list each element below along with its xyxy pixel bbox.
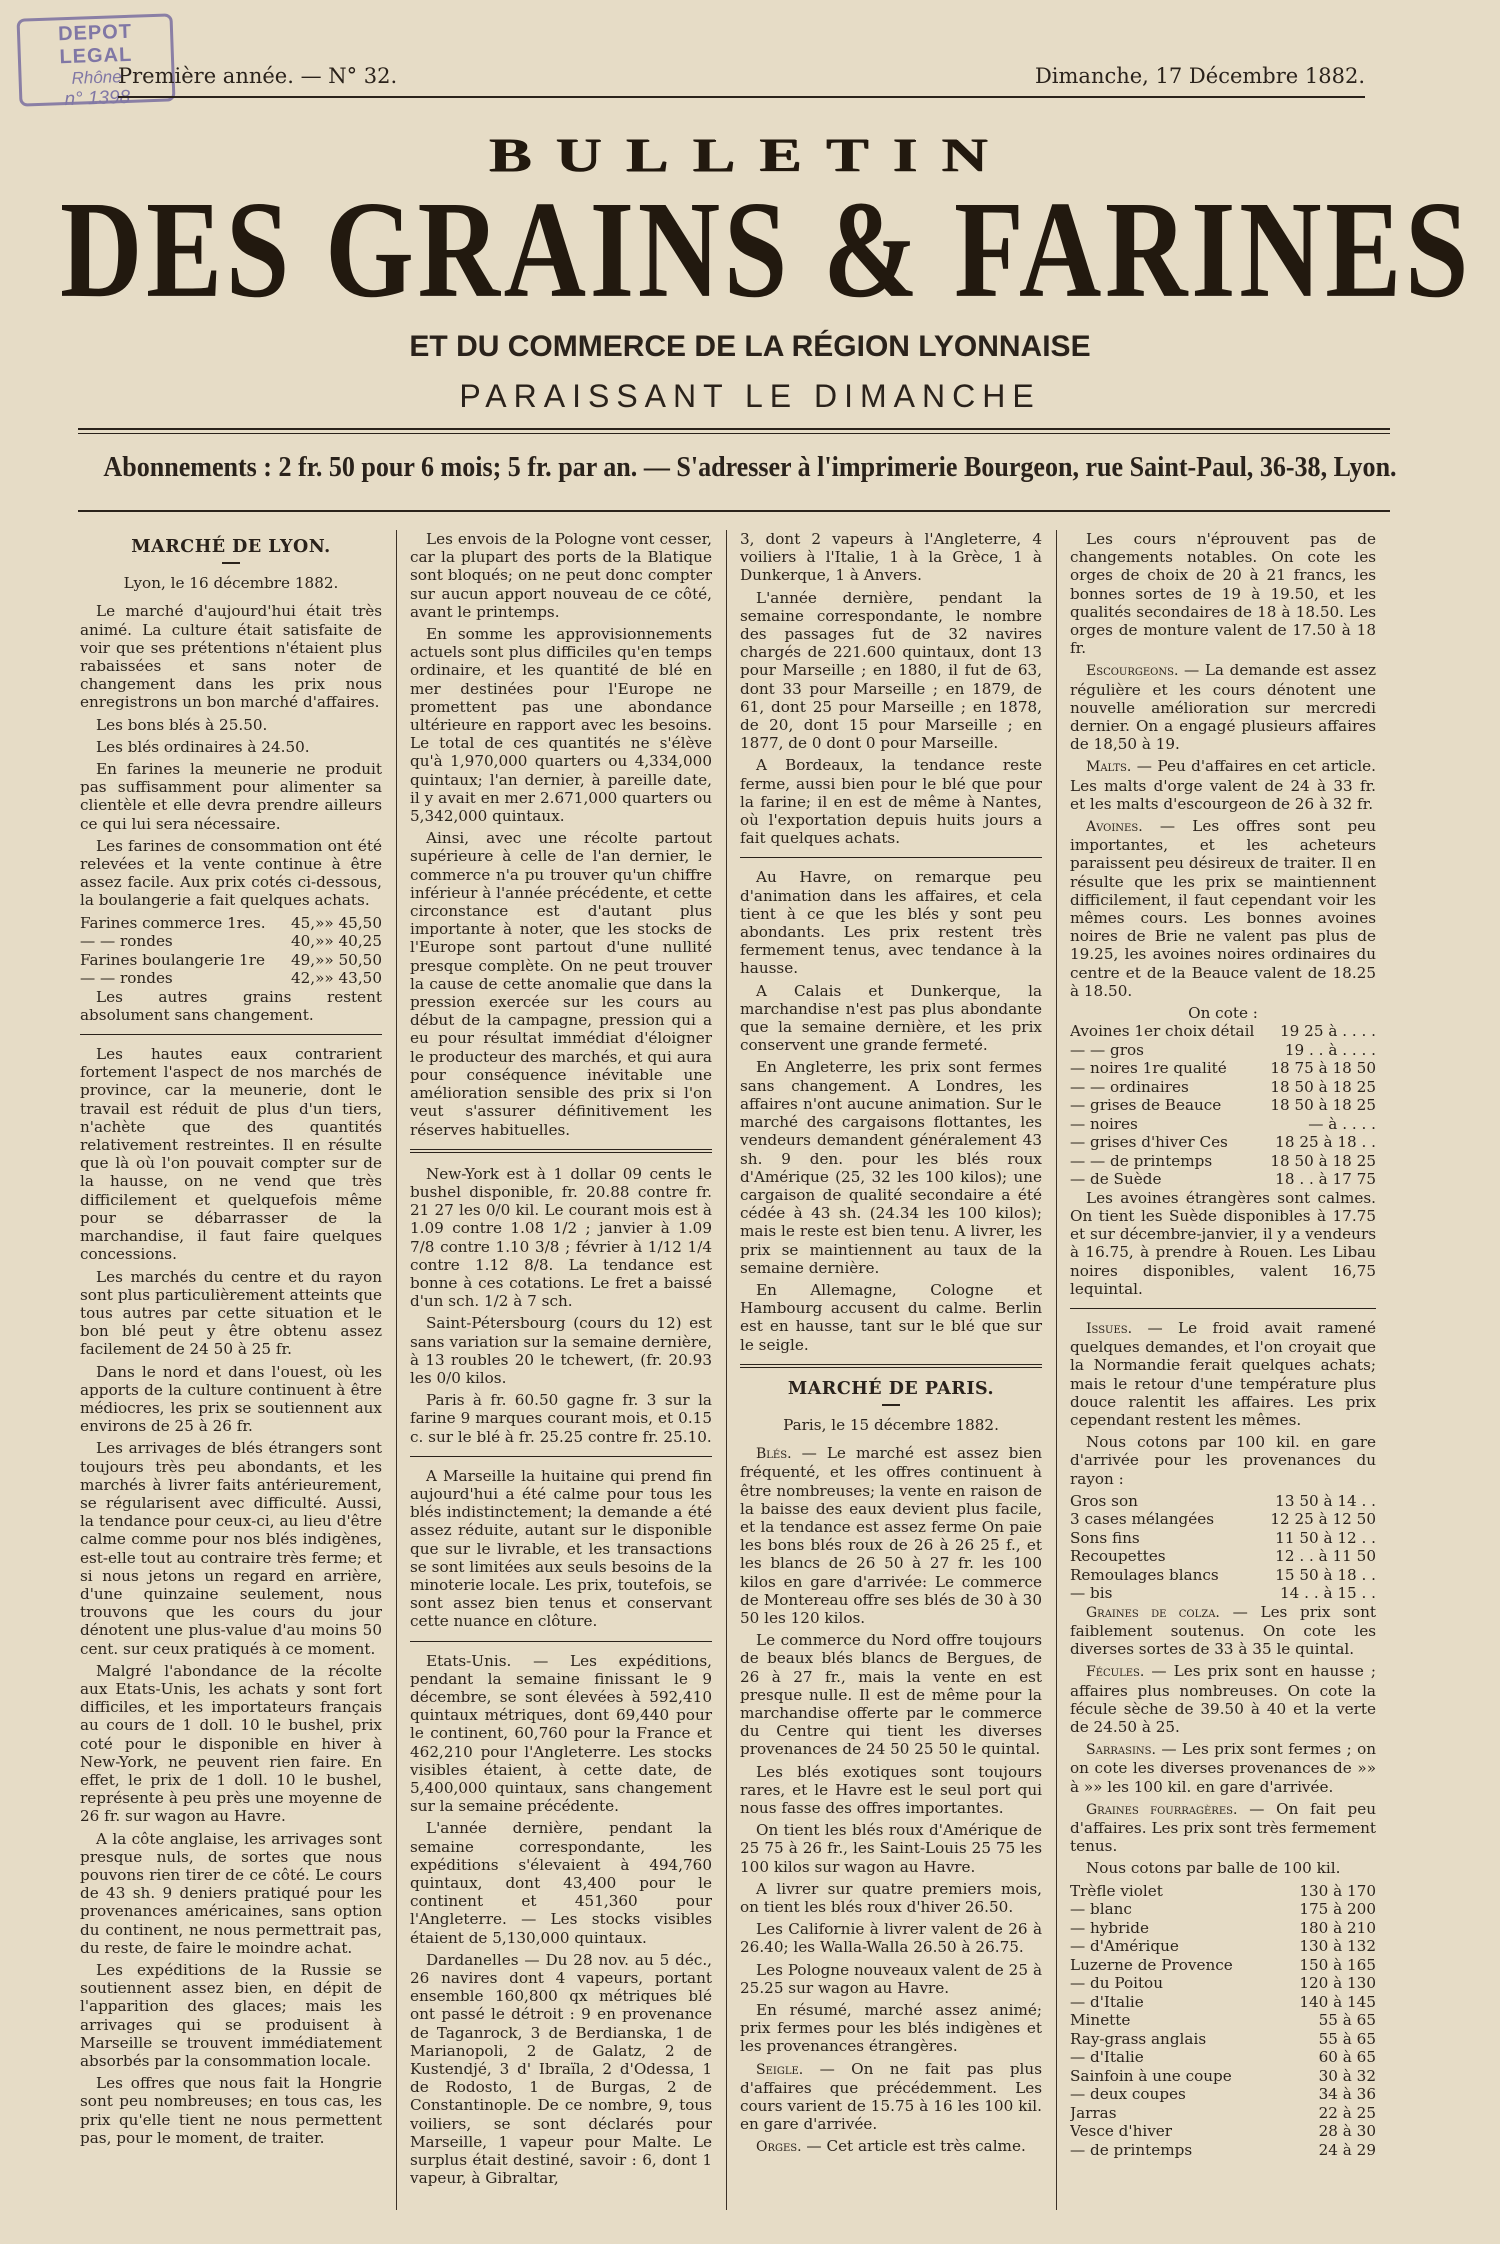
paragraph-lead: Graines fourragères.: [1086, 1801, 1238, 1818]
paragraph: Les marchés du centre et du rayon sont plus particulièrement atteints que tous autres par cette situation et le bon blé peut y être obtenu assez facilement de 24 50 à 25 fr.: [80, 1267, 382, 1359]
price-value: 30 à 32: [1318, 2066, 1376, 2085]
price-value: 120 à 130: [1299, 1974, 1376, 1993]
price-row: [1070, 1529, 1376, 1548]
paragraph-lead: Malts.: [1086, 759, 1132, 776]
paragraph: [740, 2060, 1042, 2134]
price-row: [1070, 1133, 1376, 1152]
price-row: [80, 951, 382, 970]
price-row: [1070, 2067, 1376, 2086]
price-label: — du Poitou: [1070, 1974, 1163, 1993]
paragraph: [1070, 661, 1376, 753]
paragraph: L'année dernière, pendant la semaine correspondante, le nombre des passages fut de 32 navires chargés de 221.600 quintaux, dont 13 pour Marseille ; en 1880, il fut de 63, dont 33 pour Marseille ; en 1879, de 61, dont 25 pour Marseille ; en 1878, de 20, dont 15 pour Marseille ; en 1877, de 0 dont 0 pour Marseille.: [740, 588, 1042, 753]
dateline-lyon: Lyon, le 16 décembre 1882.: [123, 574, 339, 593]
price-value: 60 à 65: [1318, 2048, 1376, 2067]
price-value: 15 50 à 18 . .: [1275, 1565, 1376, 1584]
paragraph-lead: Sarrasins.: [1086, 1742, 1156, 1759]
price-label: Remoulages blancs: [1070, 1565, 1219, 1584]
price-value: 55 à 65: [1318, 2011, 1376, 2030]
price-label: — — rondes: [80, 969, 173, 988]
paragraph: A Bordeaux, la tendance reste ferme, aussi bien pour le blé que pour la farine; il en est de même à Nantes, où l'exportation depuis huits jours a fait quelques achats.: [740, 756, 1042, 848]
price-row: [1070, 1566, 1376, 1585]
paragraph-lead: Blés.: [756, 1446, 792, 1463]
price-value: 14 . . à 15 . .: [1280, 1584, 1376, 1603]
paragraph: Les Californie à livrer valent de 26 à 26.40; les Walla-Walla 26.50 à 26.75.: [740, 1920, 1042, 1957]
price-label: 3 cases mélangées: [1070, 1510, 1215, 1529]
paragraph: Le commerce du Nord offre toujours de beaux blés blancs de Bergues, de 26 à 27 fr., mais la vente en est presque nulle. Il est de même pour la marchandise offerte par le commerce du Centre qui tient les diverses provenances de 24 50 25 50 le quintal.: [740, 1631, 1042, 1759]
paragraph-text: — La demande est assez régulière et les cours dénotent une nouvelle amélioration sur mercredi dernier. On a engagé plusieurs affaires de 18,50 à 19.: [1070, 661, 1376, 754]
price-label: Vesce d'hiver: [1070, 2122, 1173, 2141]
price-value: 12 25 à 12 50: [1270, 1510, 1376, 1529]
paragraph: Les autres grains restent absolument sans changement.: [80, 987, 382, 1024]
column-divider: [1056, 530, 1057, 2210]
price-value: 22 à 25: [1318, 2103, 1376, 2122]
paragraph: [740, 1444, 1042, 1627]
price-value: 28 à 30: [1318, 2122, 1376, 2141]
paragraph: En farines la meunerie ne produit pas suffisamment pour alimenter sa clientèle et elle devra prendre ailleurs ce qui lui sera nécessaire.: [80, 760, 382, 833]
issue-date: Dimanche, 17 Décembre 1882.: [1034, 64, 1365, 88]
issue-number: Première année. — N° 32.: [118, 64, 398, 88]
price-row: [1070, 1078, 1376, 1097]
price-value: 49,»» 50,50: [290, 950, 382, 969]
paragraph-text: — Les offres sont peu importantes, et les acheteurs paraissent peu désireux de traiter. Il en résulte que les prix se maintiennent difficilement, il faut cependant voir les mêmes cours. Les bonnes avoines noires de Brie ne valent pas plus de 19.25, les avoines noires ordinaires du centre et de la Beauce valent de 18.25 à 18.50.: [1070, 817, 1376, 1000]
paragraph: L'année dernière, pendant la semaine correspondante, les expéditions s'élevaient à 494,760 quintaux, dont 43,400 pour le continent et 451,360 pour l'Angleterre. — Les stocks visibles étaient de 5,130,000 quintaux.: [410, 1819, 712, 1947]
column-3: [740, 530, 1042, 2230]
price-row: [80, 914, 382, 933]
paragraph-lead: Seigle.: [756, 2061, 804, 2078]
paragraph: Nous cotons par balle de 100 kil.: [1086, 1859, 1341, 1878]
price-value: 55 à 65: [1318, 2029, 1376, 2048]
price-value: 150 à 165: [1299, 1955, 1376, 1974]
price-label: — bis: [1070, 1584, 1113, 1603]
price-value: 180 à 210: [1299, 1918, 1376, 1937]
paragraph: [740, 2137, 1042, 2156]
double-separator: [410, 1149, 712, 1153]
price-value: 11 50 à 12 . .: [1275, 1528, 1376, 1547]
paragraph-text: — Les prix sont faiblement soutenus. On cote les diverses sortes de 33 à 35 le quintal.: [1070, 1602, 1376, 1659]
price-row: [1070, 2030, 1376, 2049]
masthead-rule-thin: [78, 433, 1390, 434]
paragraph-lead: Issues.: [1086, 1321, 1133, 1337]
paragraph: [1070, 1319, 1376, 1429]
price-row: [1070, 1510, 1376, 1529]
dateline-paris: Paris, le 15 décembre 1882.: [783, 1415, 999, 1434]
price-label: — d'Italie: [1070, 1992, 1144, 2011]
paragraph: 3, dont 2 vapeurs à l'Angleterre, 4 voiliers à l'Italie, 1 à la Grèce, 1 à Dunkerque, 1 à Anvers.: [740, 530, 1042, 585]
paragraph: Ainsi, avec une récolte partout supérieure à celle de l'an dernier, le commerce n'a pu trouver qu'un chiffre inférieur à l'année précédente, et cette circonstance est d'autant plus importante à noter, que les stocks de l'Europe sont partout d'une nullité presque complète. On ne peut trouver la cause de cette anomalie que dans la pression exercée sur les cours au début de la campagne, pression qui a eu pour résultat immédiat d'éloigner le producteur des marchés, et qui aura pour conséquence inévitable une amélioration sensible des prix si l'on veut s'assurer définitivement les réserves habituelles.: [410, 829, 712, 1139]
price-row: [1070, 1022, 1376, 1041]
price-value: 34 à 36: [1318, 2085, 1376, 2104]
paragraph: En Allemagne, Cologne et Hambourg accusent du calme. Berlin est en hausse, tant sur le blé que sur le seigle.: [740, 1280, 1042, 1354]
paragraph: Malgré l'abondance de la récolte aux Etats-Unis, les achats y sont fort difficiles, et les importateurs français au cours de 1 doll. 10 le bushel, prix coté pour le disponible en hiver à New-York, ne peuvent rien faire. En effet, le prix de 1 doll. 10 le bushel, représente à peu près une moyenne de 26 fr. sur wagon au Havre.: [80, 1661, 382, 1826]
double-separator: [740, 1364, 1042, 1368]
paragraph-text: — On ne fait pas plus d'affaires que précédemment. Les cours varient de 15.75 à 16 les 100 kil. en gare d'arrivée.: [740, 2059, 1042, 2134]
paragraph-lead: Escourgeons.: [1086, 663, 1179, 680]
stamp-line3: n° 1398: [64, 86, 131, 111]
flour-price-table: [80, 914, 382, 988]
separator: [80, 1034, 382, 1035]
price-row: [1070, 1974, 1376, 1993]
subscription-rule: [78, 510, 1390, 512]
paragraph-text: — Les prix sont fermes ; on on cote les diverses provenances de »» à »» les 100 kil. en gare d'arrivée.: [1070, 1740, 1376, 1796]
column-divider: [396, 530, 397, 2210]
seeds-price-table: [1070, 1882, 1376, 2160]
price-value: 13 50 à 14 . .: [1275, 1491, 1376, 1510]
paragraph: Les avoines étrangères sont calmes. On tient les Suède disponibles à 17.75 et sur décembre-janvier, il y a vendeurs à 16.75, à prendre à Rouen. Les Libau noires disponibles, valent 16,75 lequintal.: [1070, 1188, 1376, 1298]
paragraph: En Angleterre, les prix sont fermes sans changement. A Londres, les affaires n'ont aucune animation. Sur le marché des cargaisons flottantes, les vendeurs demandent généralement 43 sh. 9 den. pour les blés roux d'Amérique (25, 32 les 100 kilos); une cargaison de qualité secondaire a été cédée à 43 sh. (24.34 les 100 kilos); mais le reste est bien tenu. A livrer, les prix se maintiennent au taux de la semaine dernière.: [740, 1058, 1042, 1277]
paragraph: Les blés ordinaires à 24.50.: [96, 737, 310, 756]
masthead-title: DES GRAINS & FARINES: [60, 172, 1473, 327]
price-value: 24 à 29: [1318, 2140, 1376, 2159]
paragraph: [1070, 1800, 1376, 1856]
price-row: [1070, 1492, 1376, 1511]
column-4: [1070, 530, 1376, 2230]
price-label: Sons fins: [1070, 1528, 1140, 1547]
separator: [740, 857, 1042, 858]
price-label: Gros son: [1070, 1491, 1138, 1510]
paragraph: Les expéditions de la Russie se soutiennent assez bien, en dépit de l'apparition des glaces; mais les arrivages qui se produisent à Marseille se trouvent immédiatement absorbés par la consommation locale.: [80, 1961, 382, 2071]
paragraph: Dans le nord et dans l'ouest, où les apports de la culture continuent à être médiocres, les prix se soutiennent aux environs de 25 à 26 fr.: [80, 1362, 382, 1436]
columns: [80, 530, 1400, 2230]
price-row: [1070, 2048, 1376, 2067]
oats-table-heading: On cote :: [1188, 1004, 1258, 1023]
paragraph: Les farines de consommation ont été relevées et la vente continue à être assez facile. Aux prix cotés ci-dessous, la boulangerie a fait quelques achats.: [80, 836, 382, 910]
section-heading-lyon: MARCHÉ DE LYON.: [131, 537, 331, 557]
price-row: [1070, 1993, 1376, 2012]
price-value: 140 à 145: [1299, 1992, 1376, 2011]
masthead-bulletin: BULLETIN: [488, 128, 1012, 182]
price-label: Trèfle violet: [1070, 1881, 1163, 1900]
separator: [1070, 1308, 1376, 1309]
paragraph: A Calais et Dunkerque, la marchandise n'est pas plus abondante que la semaine dernière, et les prix conservent une grande fermeté.: [740, 981, 1042, 1055]
price-value: — à . . . .: [1308, 1114, 1376, 1133]
column-2: [410, 530, 712, 2230]
price-label: — — rondes: [80, 932, 173, 951]
paragraph: New-York est à 1 dollar 09 cents le bushel disponible, fr. 20.88 contre fr. 21 27 les 0/0 kil. Le courant mois est à 1.09 contre 1.08 1/2 ; janvier à 1.09 7/8 contre 1.10 3/8 ; février à 1/12 1/4 contre 1.12 8/8. La tendance est bonne à ces cotations. Le fret a baissé d'un sch. 1/2 à 7 sch.: [410, 1164, 712, 1311]
price-label: Recoupettes: [1070, 1547, 1166, 1566]
price-label: Sainfoin à une coupe: [1070, 2066, 1232, 2085]
paragraph-lead: Orges.: [756, 2139, 802, 2156]
paragraph: [1070, 817, 1376, 1000]
paragraph: En résumé, marché assez animé; prix fermes pour les blés indigènes et les provenances étrangères.: [740, 2001, 1042, 2056]
price-value: 40,»» 40,25: [290, 932, 382, 951]
price-row: [1070, 1900, 1376, 1919]
price-value: 19 25 à . . . .: [1280, 1022, 1376, 1041]
paragraph: [1070, 1740, 1376, 1796]
section-heading-paris: MARCHÉ DE PARIS.: [787, 1378, 995, 1399]
masthead-frequency: PARAISSANT LE DIMANCHE: [459, 378, 1041, 414]
price-label: — — gros: [1070, 1040, 1144, 1059]
oats-price-table: [1070, 1022, 1376, 1189]
price-label: — grises de Beauce: [1070, 1096, 1222, 1115]
column-1: [80, 530, 382, 2230]
price-label: — — ordinaires: [1070, 1077, 1189, 1096]
price-label: — noires: [1070, 1114, 1138, 1133]
paragraph-text: — Le froid avait ramené quelques demandes, et l'on croyait que la Normandie ferait quelques achats; mais le retour d'une température plus douce ralentit les affaires. Les prix cependant restent les mêmes.: [1070, 1319, 1376, 1430]
paragraph: A Marseille la huitaine qui prend fin aujourd'hui a été calme pour tous les blés indistinctement; la demande a été assez réduite, autant sur le disponible que sur le livrable, et les transactions se sont limitées aux seuls besoins de la minoterie locale. Les prix, toutefois, se sont assez bien tenus et conservant cette nuance en clôture.: [410, 1466, 712, 1631]
paragraph-lead: Avoines.: [1086, 819, 1143, 836]
price-label: — — de printemps: [1070, 1151, 1213, 1170]
paragraph: [1070, 1662, 1376, 1736]
paragraph: Dardanelles — Du 28 nov. au 5 déc., 26 navires dont 4 vapeurs, portant ensemble 160,800 qx métriques blé ont passé le détroit : 9 en provenance de Taganrock, 3 de Berdianska, 1 de Marianopoli, 2 de Galatz, 2 de Kustendjé, 3 d' Ibraïla, 2 d'Odessa, 1 de Rodosto, 1 de Burgas, 2 de Constantinople. De ce nombre, 9, tous voiliers, se sont déclarés pour Marseille, 1 vapeur pour Malte. Le surplus était destiné, savoir : 6, dont 1 vapeur, à Gibraltar,: [410, 1950, 712, 2188]
stamp-line1: DEPOT LEGAL: [57, 20, 133, 69]
paragraph: A livrer sur quatre premiers mois, on tient les blés roux d'hiver 26.50.: [740, 1879, 1042, 1917]
separator: [410, 1456, 712, 1457]
paragraph: [1070, 1603, 1376, 1659]
price-label: — noires 1re qualité: [1070, 1059, 1227, 1078]
price-value: 18 50 à 18 25: [1270, 1096, 1376, 1115]
price-label: Avoines 1er choix détail: [1070, 1022, 1255, 1041]
price-label: — grises d'hiver Ces: [1070, 1133, 1228, 1152]
price-label: Ray-grass anglais: [1070, 2029, 1207, 2048]
price-value: 130 à 132: [1299, 1937, 1376, 1956]
price-value: 18 25 à 18 . .: [1275, 1133, 1376, 1152]
paragraph: Au Havre, on remarque peu d'animation dans les affaires, et cela tient à ce que les blés y sont peu abondants. Les prix restent très fermement tenus, avec tendance à la hausse.: [740, 868, 1042, 978]
paragraph: Les envois de la Pologne vont cesser, car la plupart des ports de la Blatique sont bloqués; on ne peut donc compter sur aucun apport nouveau de ce côté, avant le printemps.: [410, 530, 712, 621]
paragraph: Le marché d'aujourd'hui était très animé. La culture était satisfaite de voir que ses prétentions n'étaient plus rabaissées et sans noter de changement dans les prix nous enregistrons un bon marché d'affaires.: [80, 602, 382, 712]
price-row: [1070, 2141, 1376, 2160]
price-label: Minette: [1070, 2011, 1131, 2030]
price-label: Farines boulangerie 1re: [80, 950, 265, 969]
paragraph: [1070, 757, 1376, 813]
subscription-line: Abonnements : 2 fr. 50 pour 6 mois; 5 fr. par an. — S'adresser à l'imprimerie Bourgeon, rue Saint-Paul, 36-38, Lyon.: [103, 452, 1397, 483]
price-row: [1070, 1937, 1376, 1956]
price-value: 175 à 200: [1299, 1900, 1376, 1919]
paragraph: A la côte anglaise, les arrivages sont presque nuls, de sortes que nous pouvons rien tirer de ce côté. Le cours de 43 sh. 9 deniers pratiqué pour les provenances américaines, sans option du continent, ne nous permettrait pas, du reste, de faire le moindre achat.: [80, 1829, 382, 1957]
issues-price-table: [1070, 1492, 1376, 1603]
paragraph: Paris à fr. 60.50 gagne fr. 3 sur la farine 9 marques courant mois, et 0.15 c. sur le blé à fr. 25.25 contre fr. 25.10.: [410, 1391, 712, 1446]
masthead-rule: [78, 428, 1390, 430]
paragraph-text: — Cet article est très calme.: [801, 2137, 1026, 2156]
paragraph: Les cours n'éprouvent pas de changements notables. On cote les orges de choix de 20 à 21 francs, les bonnes sortes de 19 à 19.50, et les qualités secondaires de 18 à 18.50. Les orges de monture valent de 17.50 à 18 fr.: [1070, 530, 1376, 658]
price-row: [1070, 1059, 1376, 1078]
price-value: 18 50 à 18 25: [1270, 1151, 1376, 1170]
price-value: 42,»» 43,50: [290, 969, 382, 988]
price-value: 45,»» 45,50: [290, 913, 382, 932]
price-row: [1070, 2122, 1376, 2141]
price-row: [1070, 1096, 1376, 1115]
price-row: [1070, 1547, 1376, 1566]
price-row: [1070, 1882, 1376, 1901]
price-row: [1070, 1115, 1376, 1134]
price-row: [1070, 1956, 1376, 1975]
paragraph: Les bons blés à 25.50.: [96, 715, 268, 734]
price-row: [1070, 1919, 1376, 1938]
paragraph: Saint-Pétersbourg (cours du 12) est sans variation sur la semaine dernière, à 13 roubles 20 le tchewert, (fr. 20.93 les 0/0 kilos.: [410, 1314, 712, 1387]
price-label: Farines commerce 1res.: [80, 913, 266, 932]
legal-deposit-stamp: [17, 13, 176, 111]
paragraph: Les offres que nous fait la Hongrie sont peu nombreuses; en tous cas, les prix qu'elle tient ne nous permettent pas, pour le moment, de traiter.: [80, 2074, 382, 2147]
stamp-line2: Rhône: [71, 67, 122, 88]
paragraph: Les Pologne nouveaux valent de 25 à 25.25 sur wagon au Havre.: [740, 1960, 1042, 1997]
price-row: [1070, 1584, 1376, 1603]
price-row: [1070, 2104, 1376, 2123]
price-row: [1070, 1170, 1376, 1189]
paragraph-lead: Fécules.: [1086, 1664, 1145, 1681]
price-label: — d'Italie: [1070, 2048, 1144, 2067]
price-value: 18 50 à 18 25: [1270, 1077, 1376, 1096]
paragraph: Nous cotons par 100 kil. en gare d'arrivée pour les provenances du rayon :: [1070, 1433, 1376, 1488]
paragraph-text: — Peu d'affaires en cet article. Les malts d'orge valent de 24 à 33 fr. et les malts d'escourgeon de 26 à 32 fr.: [1070, 757, 1376, 813]
paragraph: En somme les approvisionnements actuels sont plus difficiles qu'en temps ordinaire, et les quantité de blé en mer destinées pour l'Europe ne promettent pas une abondance ultérieure en rapport avec les besoins. Le total de ces quantités ne s'élève qu'à 1,970,000 quarters ou 4,334,000 quintaux; l'an dernier, à pareille date, il y avait en mer 2.671,000 quarters ou 5,342,000 quintaux.: [410, 625, 712, 826]
price-value: 18 . . à 17 75: [1275, 1170, 1376, 1189]
price-label: — de Suède: [1070, 1170, 1162, 1189]
paragraph: Les arrivages de blés étrangers sont toujours très peu abondants, et les marchés à livrer faits antérieurement, se régularisent avec difficulté. Aussi, la tendance pour ceux-ci, au lieu d'être calme comme pour nos blés indigènes, est-elle tout au contraire très ferme; et si nous jetons un regard en arrière, d'une quinzaine seulement, nous trouvons que les cours du jour dénotent une plus-value d'au moins 50 cent. sur ceux pratiqués à ce moment.: [80, 1439, 382, 1658]
paragraph: Les blés exotiques sont toujours rares, et le Havre est le seul port qui nous fasse des offres importantes.: [740, 1762, 1042, 1817]
price-row: [80, 932, 382, 951]
price-label: Luzerne de Provence: [1070, 1955, 1233, 1974]
price-row: [1070, 2085, 1376, 2104]
price-label: — de printemps: [1070, 2140, 1193, 2159]
price-label: — d'Amérique: [1070, 1937, 1179, 1956]
paragraph-text: — Le marché est assez bien fréquenté, et les offres continuent à être nombreuses; la vente en raison de la baisse des eaux devient plus facile, et la tendance est assez ferme On paie les bons blés roux de 26 à 26 25 f., et les blancs de 26 50 à 27 fr. les 100 kilos en gare d'arrivée: Le commerce de Montereau offre ses blés de 30 à 30 50 les 120 kilos.: [740, 1444, 1042, 1627]
price-row: [80, 969, 382, 988]
price-row: [1070, 1041, 1376, 1060]
price-label: — deux coupes: [1070, 2085, 1186, 2104]
price-row: [1070, 2011, 1376, 2030]
paragraph-lead: Graines de colza.: [1086, 1604, 1220, 1621]
separator: [410, 1641, 712, 1642]
paragraph: Les hautes eaux contrarient fortement l'aspect de nos marchés de province, car la meunerie, dont le travail est réduit de plus d'un tiers, n'achète que des quantités relativement restreintes. Il en résulte que là où l'on pouvait compter sur de la hausse, on ne vend que très difficilement et quelquefois même pour se débarrasser de la marchandise, il faut faire quelques concessions.: [80, 1045, 382, 1264]
price-value: 19 . . à . . . .: [1284, 1040, 1376, 1059]
paragraph: Etats-Unis. — Les expéditions, pendant la semaine finissant le 9 décembre, se sont élevées à 592,410 quintaux métriques, dont 69,440 pour le continent, 60,760 pour la France et 462,210 pour l'Angleterre. Les stocks visibles étaient, à cette date, de 5,400,000 quintaux, sans changement sur la semaine précédente.: [410, 1651, 712, 1816]
price-value: 12 . . à 11 50: [1275, 1547, 1376, 1566]
price-value: 130 à 170: [1299, 1881, 1376, 1900]
paragraph: On tient les blés roux d'Amérique de 25 75 à 26 fr., les Saint-Louis 25 75 les 100 kilos sur wagon au Havre.: [740, 1821, 1042, 1876]
price-label: Jarras: [1070, 2103, 1117, 2122]
paragraph-text: — Les prix sont en hausse ; affaires plus nombreuses. On cote la fécule sèche de 39.50 à 40 et la verte de 24.50 à 25.: [1070, 1662, 1376, 1737]
top-rule: [118, 96, 1365, 98]
column-divider: [726, 530, 727, 2210]
price-value: 18 75 à 18 50: [1270, 1059, 1376, 1078]
masthead-subtitle: ET DU COMMERCE DE LA RÉGION LYONNAISE: [409, 330, 1091, 363]
price-row: [1070, 1152, 1376, 1171]
heading-dash: [222, 562, 240, 564]
heading-dash: [882, 1404, 900, 1406]
price-label: — blanc: [1070, 1900, 1132, 1919]
price-label: — hybride: [1070, 1918, 1149, 1937]
issue-line: [118, 64, 1365, 88]
paragraph-text: — On fait peu d'affaires. Les prix sont très fermement tenus.: [1070, 1799, 1376, 1856]
